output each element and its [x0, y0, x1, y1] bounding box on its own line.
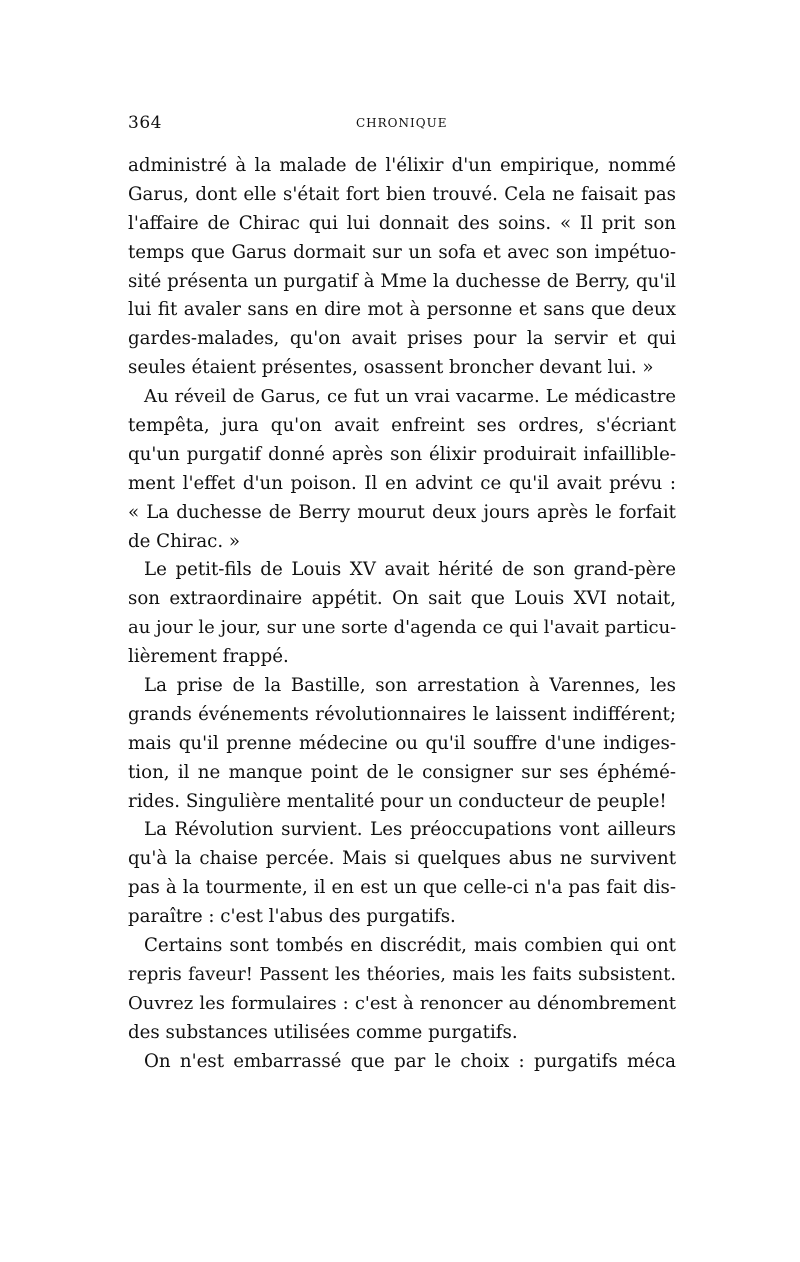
running-head — [128, 113, 676, 137]
text-line: Le petit-fils de Louis XV avait hérité de son grand-père — [144, 559, 676, 581]
text-line: seules étaient présentes, osassent broncher devant lui. » — [128, 357, 654, 379]
text-line: sité présenta un purgatif à Mme la duchesse de Berry, qu'il — [128, 270, 676, 292]
text-line: gardes-malades, qu'on avait prises pour la servir et qui — [128, 328, 676, 350]
text-line: qu'à la chaise percée. Mais si quelques abus ne survivent — [128, 848, 676, 870]
text-line: administré à la malade de l'élixir d'un empirique, nommé — [128, 155, 676, 176]
text-line: mais qu'il prenne médecine ou qu'il souffre d'une indiges- — [128, 732, 676, 754]
text-line: paraître : c'est l'abus des purgatifs. — [128, 906, 456, 928]
text-line: repris faveur! Passent les théories, mais les faits subsistent. — [128, 963, 676, 985]
text-line: au jour le jour, sur une sorte d'agenda ce qui l'avait particu- — [128, 617, 677, 639]
text-line: qu'un purgatif donné après son élixir produirait infaillible- — [128, 443, 676, 465]
text-line: ment l'effet d'un poison. Il en advint ce qu'il avait prévu : — [128, 472, 676, 494]
text-line: rides. Singulière mentalité pour un conducteur de peuple! — [128, 790, 667, 812]
text-line: Ouvrez les formulaires : c'est à renoncer au dénombrement — [128, 992, 676, 1014]
text-line: temps que Garus dormait sur un sofa et avec son impétuo- — [128, 241, 676, 263]
text-line: La prise de la Bastille, son arrestation à Varennes, les — [144, 675, 676, 697]
text-line: l'affaire de Chirac qui lui donnait des soins. « Il prit son — [128, 212, 676, 234]
text-line: On n'est embarrassé que par le choix : purgatifs méca — [144, 1050, 676, 1072]
text-line: tempêta, jura qu'on avait enfreint ses ordres, s'écriant — [128, 415, 676, 437]
text-line: La Révolution survient. Les préoccupations vont ailleurs — [144, 819, 676, 841]
text-line: des substances utilisées comme purgatifs. — [128, 1021, 518, 1043]
page-number: 364 — [128, 113, 162, 133]
body-text — [128, 152, 676, 1077]
text-line: Certains sont tombés en discrédit, mais combien qui ont — [144, 935, 676, 957]
text-line: lui fit avaler sans en dire mot à personne et sans que deux — [128, 299, 676, 321]
text-line: grands événements révolutionnaires le laissent indifférent; — [128, 703, 676, 725]
text-line: son extraordinaire appétit. On sait que Louis XVI notait, — [128, 588, 676, 610]
text-line: pas à la tourmente, il en est un que celle-ci n'a pas fait dis- — [128, 877, 676, 899]
text-line: de Chirac. » — [128, 530, 241, 552]
text-line: tion, il ne manque point de le consigner sur ses éphémé- — [128, 761, 676, 783]
text-line: lièrement frappé. — [128, 646, 289, 668]
text-line: « La duchesse de Berry mourut deux jours après le forfait — [128, 501, 676, 523]
text-line: Garus, dont elle s'était fort bien trouvé. Cela ne faisait pas — [128, 183, 676, 205]
text-line: Au réveil de Garus, ce fut un vrai vacarme. Le médicastre — [144, 386, 676, 408]
running-head-title: CHRONIQUE — [356, 116, 448, 130]
